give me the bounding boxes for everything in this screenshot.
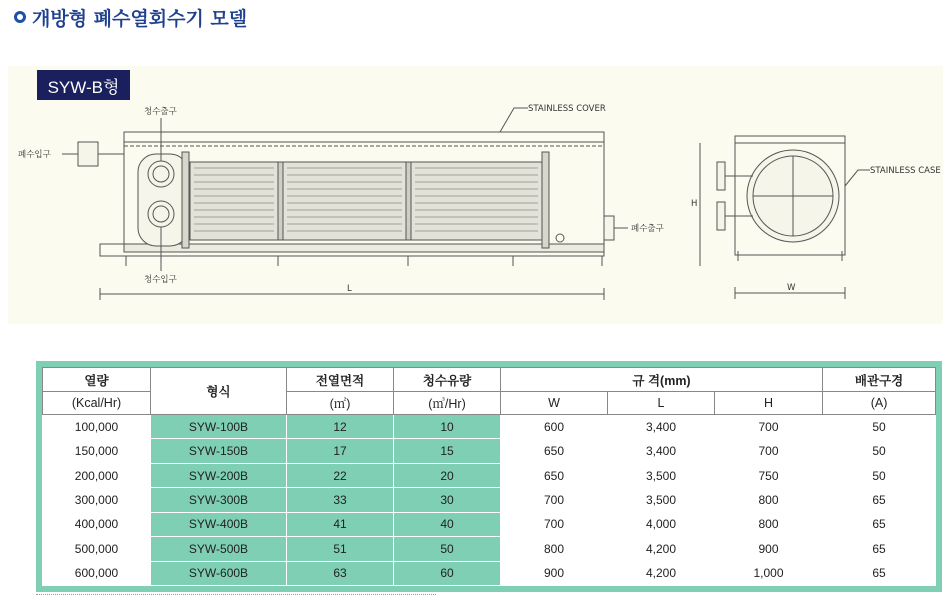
cell-pipe: 50 (823, 439, 936, 463)
header-pipe: 배관구경 (823, 368, 936, 392)
cell-l: 3,500 (608, 463, 715, 487)
cell-flow: 15 (394, 439, 501, 463)
cell-h: 800 (715, 512, 823, 536)
cell-h: 1,000 (715, 561, 823, 585)
cell-area: 17 (287, 439, 394, 463)
table-row (43, 561, 936, 585)
cell-pipe: 50 (823, 463, 936, 487)
heat-exchanger-drawing (8, 66, 943, 324)
cell-w: 700 (501, 512, 608, 536)
model-badge: SYW-B형 (37, 70, 130, 100)
label-waste-out: 폐수출구 (631, 224, 664, 234)
header-pipe-unit: (A) (823, 392, 936, 415)
cell-pipe: 65 (823, 561, 936, 585)
cell-heat: 150,000 (43, 439, 151, 463)
cell-flow: 60 (394, 561, 501, 585)
cell-pipe: 65 (823, 537, 936, 561)
label-waste-in: 폐수입구 (18, 150, 51, 160)
spec-table (42, 367, 936, 586)
table-row (43, 512, 936, 536)
cell-pipe: 65 (823, 512, 936, 536)
table-row (43, 488, 936, 512)
cell-w: 650 (501, 439, 608, 463)
cell-model: SYW-400B (151, 512, 287, 536)
cell-heat: 300,000 (43, 488, 151, 512)
cell-l: 4,200 (608, 561, 715, 585)
technical-drawing (8, 66, 943, 324)
label-dim-w: W (787, 283, 796, 293)
header-flow: 청수유량 (394, 368, 501, 392)
cell-area: 33 (287, 488, 394, 512)
cell-l: 3,400 (608, 439, 715, 463)
cell-flow: 50 (394, 537, 501, 561)
cell-model: SYW-300B (151, 488, 287, 512)
cell-flow: 40 (394, 512, 501, 536)
cell-h: 750 (715, 463, 823, 487)
cell-flow: 20 (394, 463, 501, 487)
cell-w: 900 (501, 561, 608, 585)
cell-heat: 200,000 (43, 463, 151, 487)
table-row (43, 439, 936, 463)
cell-heat: 500,000 (43, 537, 151, 561)
cell-area: 51 (287, 537, 394, 561)
cell-model: SYW-150B (151, 439, 287, 463)
page-title (14, 4, 247, 30)
label-dim-h: H (691, 199, 698, 209)
spec-table-frame (36, 361, 942, 592)
cell-flow: 10 (394, 415, 501, 439)
cell-w: 700 (501, 488, 608, 512)
label-cover: STAINLESS COVER (528, 104, 606, 114)
header-size: 규 격(mm) (501, 368, 823, 392)
cell-h: 700 (715, 439, 823, 463)
circle-bullet-icon (14, 11, 26, 23)
cell-l: 3,500 (608, 488, 715, 512)
cell-w: 800 (501, 537, 608, 561)
cell-area: 63 (287, 561, 394, 585)
cell-w: 650 (501, 463, 608, 487)
page-title-text: 개방형 폐수열회수기 모델 (32, 7, 248, 30)
cell-l: 4,000 (608, 512, 715, 536)
cell-model: SYW-200B (151, 463, 287, 487)
cell-heat: 600,000 (43, 561, 151, 585)
cell-heat: 400,000 (43, 512, 151, 536)
stainless-cover (124, 132, 604, 142)
header-heat: 열량 (43, 368, 151, 392)
label-clean-in: 청수입구 (144, 275, 177, 285)
header-w: W (501, 392, 608, 415)
cell-area: 12 (287, 415, 394, 439)
cell-w: 600 (501, 415, 608, 439)
cell-l: 3,400 (608, 415, 715, 439)
cell-heat: 100,000 (43, 415, 151, 439)
header-area: 전열면적 (287, 368, 394, 392)
header-flow-unit: (㎥/Hr) (394, 392, 501, 415)
header-area-unit: (㎡) (287, 392, 394, 415)
table-row (43, 463, 936, 487)
footer-divider (36, 594, 436, 596)
cell-area: 41 (287, 512, 394, 536)
cell-h: 700 (715, 415, 823, 439)
cell-model: SYW-100B (151, 415, 287, 439)
label-clean-out: 청수출구 (144, 107, 177, 117)
cell-area: 22 (287, 463, 394, 487)
cell-l: 4,200 (608, 537, 715, 561)
cell-pipe: 65 (823, 488, 936, 512)
table-row (43, 415, 936, 439)
cell-h: 900 (715, 537, 823, 561)
cell-model: SYW-600B (151, 561, 287, 585)
side-cover (735, 136, 845, 143)
label-dim-l: L (347, 284, 352, 294)
cell-pipe: 50 (823, 415, 936, 439)
label-case: STAINLESS CASE (870, 166, 941, 176)
header-l: L (608, 392, 715, 415)
cell-model: SYW-500B (151, 537, 287, 561)
table-row (43, 537, 936, 561)
header-model: 형식 (151, 368, 287, 415)
header-heat-unit: (Kcal/Hr) (43, 392, 151, 415)
header-h: H (715, 392, 823, 415)
cell-flow: 30 (394, 488, 501, 512)
cell-h: 800 (715, 488, 823, 512)
